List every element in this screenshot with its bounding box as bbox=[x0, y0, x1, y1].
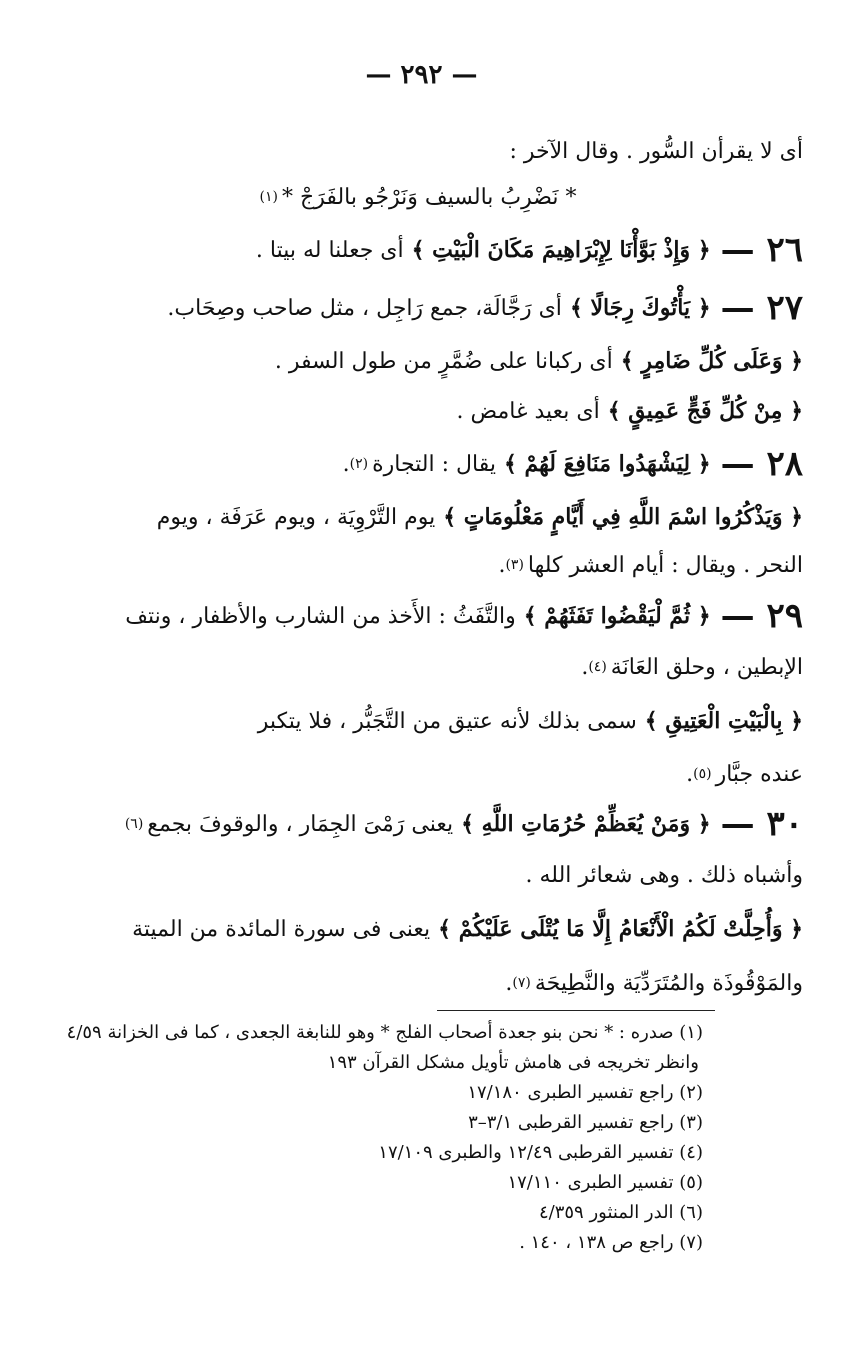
footnote-line: (١) صدره : * نحن بنو جعدة أصحاب الفلج * وهو للنابغة الجعدى ، كما فى الخزانة ٤/٥٩ bbox=[66, 1022, 703, 1043]
text-line bbox=[33, 898, 803, 960]
quran-quote: ﴿ ثُمَّ لْيَقْضُوا تَفَثَهُمْ ﴾ bbox=[523, 602, 711, 629]
line-text: أى جعلنا له بيتا . bbox=[255, 237, 404, 263]
line-text: أى رَجَّالَة، جمع رَاجِل ، مثل صاحب وصِحَاب. bbox=[167, 295, 562, 321]
footnote-marker: (٢) bbox=[349, 455, 369, 472]
quran-quote: ﴿ وَمَنْ يُعَظِّمْ حُرُمَاتِ اللَّهِ ﴾ bbox=[461, 810, 711, 837]
footnote-line: (٦) الدر المنثور ٤/٣٥٩ bbox=[538, 1202, 703, 1223]
line-text: يقال : التجارة bbox=[372, 451, 496, 477]
line-text: الإبطين ، وحلق العَانَة bbox=[610, 654, 803, 680]
line-text: أى بعيد غامض . bbox=[456, 398, 600, 424]
footnote-line: (٢) راجع تفسير الطبرى ١٧/١٨٠ bbox=[467, 1082, 703, 1103]
text-line bbox=[33, 960, 803, 1006]
text-line bbox=[33, 492, 803, 542]
text-line bbox=[33, 752, 803, 796]
footnote-line: وانظر تخريجه فى هامش تأويل مشكل القرآن ١٩٣ bbox=[327, 1052, 699, 1073]
line-text: سمى بذلك لأنه عتيق من التَّجَبُّر ، فلا يتكبر bbox=[257, 708, 637, 734]
line-text: أى ركبانا على ضُمَّرٍ من طول السفر . bbox=[274, 348, 613, 374]
quran-quote: ﴿ وَإِذْ بَوَّأْنَا لِإِبْرَاهِيمَ مَكَانَ الْبَيْتِ ﴾ bbox=[411, 236, 711, 263]
line-text: يعنى رَمْىَ الجِمَار ، والوقوفَ بجمع bbox=[147, 811, 454, 837]
footnote-line: (٥) تفسير الطبرى ١٧/١١٠ bbox=[507, 1172, 703, 1193]
punctuation: . bbox=[686, 761, 694, 787]
line-text: * نَضْرِبُ بالسيف وَنَرْجُو بالفَرَجْ * bbox=[282, 184, 577, 210]
footnote-marker: (١) bbox=[259, 188, 279, 205]
text-line bbox=[33, 386, 803, 436]
punctuation: . bbox=[342, 451, 350, 477]
text-line bbox=[33, 644, 803, 690]
line-text: والمَوْقُوذَة والمُتَرَدِّيَة والنَّطِيحَة bbox=[534, 970, 803, 996]
punctuation: . bbox=[498, 552, 506, 578]
punctuation: . bbox=[581, 654, 589, 680]
verse-number: ٢٦ — bbox=[720, 229, 803, 270]
quran-quote: ﴿ وَأُحِلَّتْ لَكُمُ الْأَنْعَامُ إِلَّا مَا يُتْلَى عَلَيْكُمْ ﴾ bbox=[438, 915, 803, 942]
text-line bbox=[33, 436, 803, 492]
footnote-marker: (٧) bbox=[512, 974, 531, 991]
line-text: يعنى فى سورة المائدة من الميتة bbox=[132, 916, 431, 942]
page-number: — ٢٩٢ — bbox=[365, 60, 478, 90]
line-text: والتَّفَثُ : الأَخذ من الشارب والأظفار ، ونتف bbox=[125, 603, 516, 629]
text-line bbox=[33, 128, 803, 174]
quran-quote: ﴿ وَعَلَى كُلِّ ضَامِرٍ ﴾ bbox=[620, 347, 803, 374]
text-line bbox=[33, 280, 803, 336]
body-text bbox=[33, 128, 803, 1006]
verse-number: ٢٨ — bbox=[720, 443, 803, 484]
quran-quote: ﴿ بِالْبَيْتِ الْعَتِيقِ ﴾ bbox=[644, 707, 803, 734]
line-text: أى لا يقرأن السُّور . وقال الآخر : bbox=[509, 138, 803, 164]
text-line bbox=[33, 588, 803, 644]
footnote-line: (٤) تفسير القرطبى ١٢/٤٩ والطبرى ١٧/١٠٩ bbox=[378, 1142, 703, 1163]
text-line bbox=[33, 796, 803, 852]
text-line bbox=[33, 852, 803, 898]
footnotes bbox=[43, 1018, 703, 1258]
verse-number: ٢٧ — bbox=[720, 287, 803, 328]
quran-quote: ﴿ وَيَذْكُرُوا اسْمَ اللَّهِ فِي أَيَّامٍ مَعْلُومَاتٍ ﴾ bbox=[443, 503, 803, 530]
line-text: يوم التَّرْوِيَة ، ويوم عَرَفَة ، ويوم bbox=[156, 504, 436, 530]
line-text: النحر . ويقال : أيام العشر كلها bbox=[527, 552, 803, 578]
text-line bbox=[33, 336, 803, 386]
footnote-marker: (٤) bbox=[588, 658, 607, 675]
verse-number: ٣٠ — bbox=[720, 803, 803, 844]
footnote-marker: (٣) bbox=[505, 556, 524, 573]
text-line bbox=[33, 174, 803, 220]
text-line bbox=[33, 542, 803, 588]
quran-quote: ﴿ مِنْ كُلِّ فَجٍّ عَمِيقٍ ﴾ bbox=[607, 397, 803, 424]
footnote-line: (٧) راجع ص ١٣٨ ، ١٤٠ . bbox=[519, 1232, 703, 1253]
line-text: عنده جبَّار bbox=[715, 761, 803, 787]
text-line bbox=[33, 220, 803, 280]
footnote-marker: (٥) bbox=[693, 765, 712, 782]
line-text: وأشباه ذلك . وهى شعائر الله . bbox=[525, 862, 803, 888]
quran-quote: ﴿ لِيَشْهَدُوا مَنَافِعَ لَهُمْ ﴾ bbox=[503, 450, 711, 477]
punctuation: . bbox=[505, 970, 513, 996]
footnote-marker: (٦) bbox=[124, 815, 144, 832]
footnote-line: (٣) راجع تفسير القرطبى ٣/١–٣ bbox=[468, 1112, 703, 1133]
text-line bbox=[33, 690, 803, 752]
footnote-divider bbox=[437, 1010, 715, 1011]
quran-quote: ﴿ يَأْتُوكَ رِجَالًا ﴾ bbox=[569, 294, 711, 321]
verse-number: ٢٩ — bbox=[720, 595, 803, 636]
